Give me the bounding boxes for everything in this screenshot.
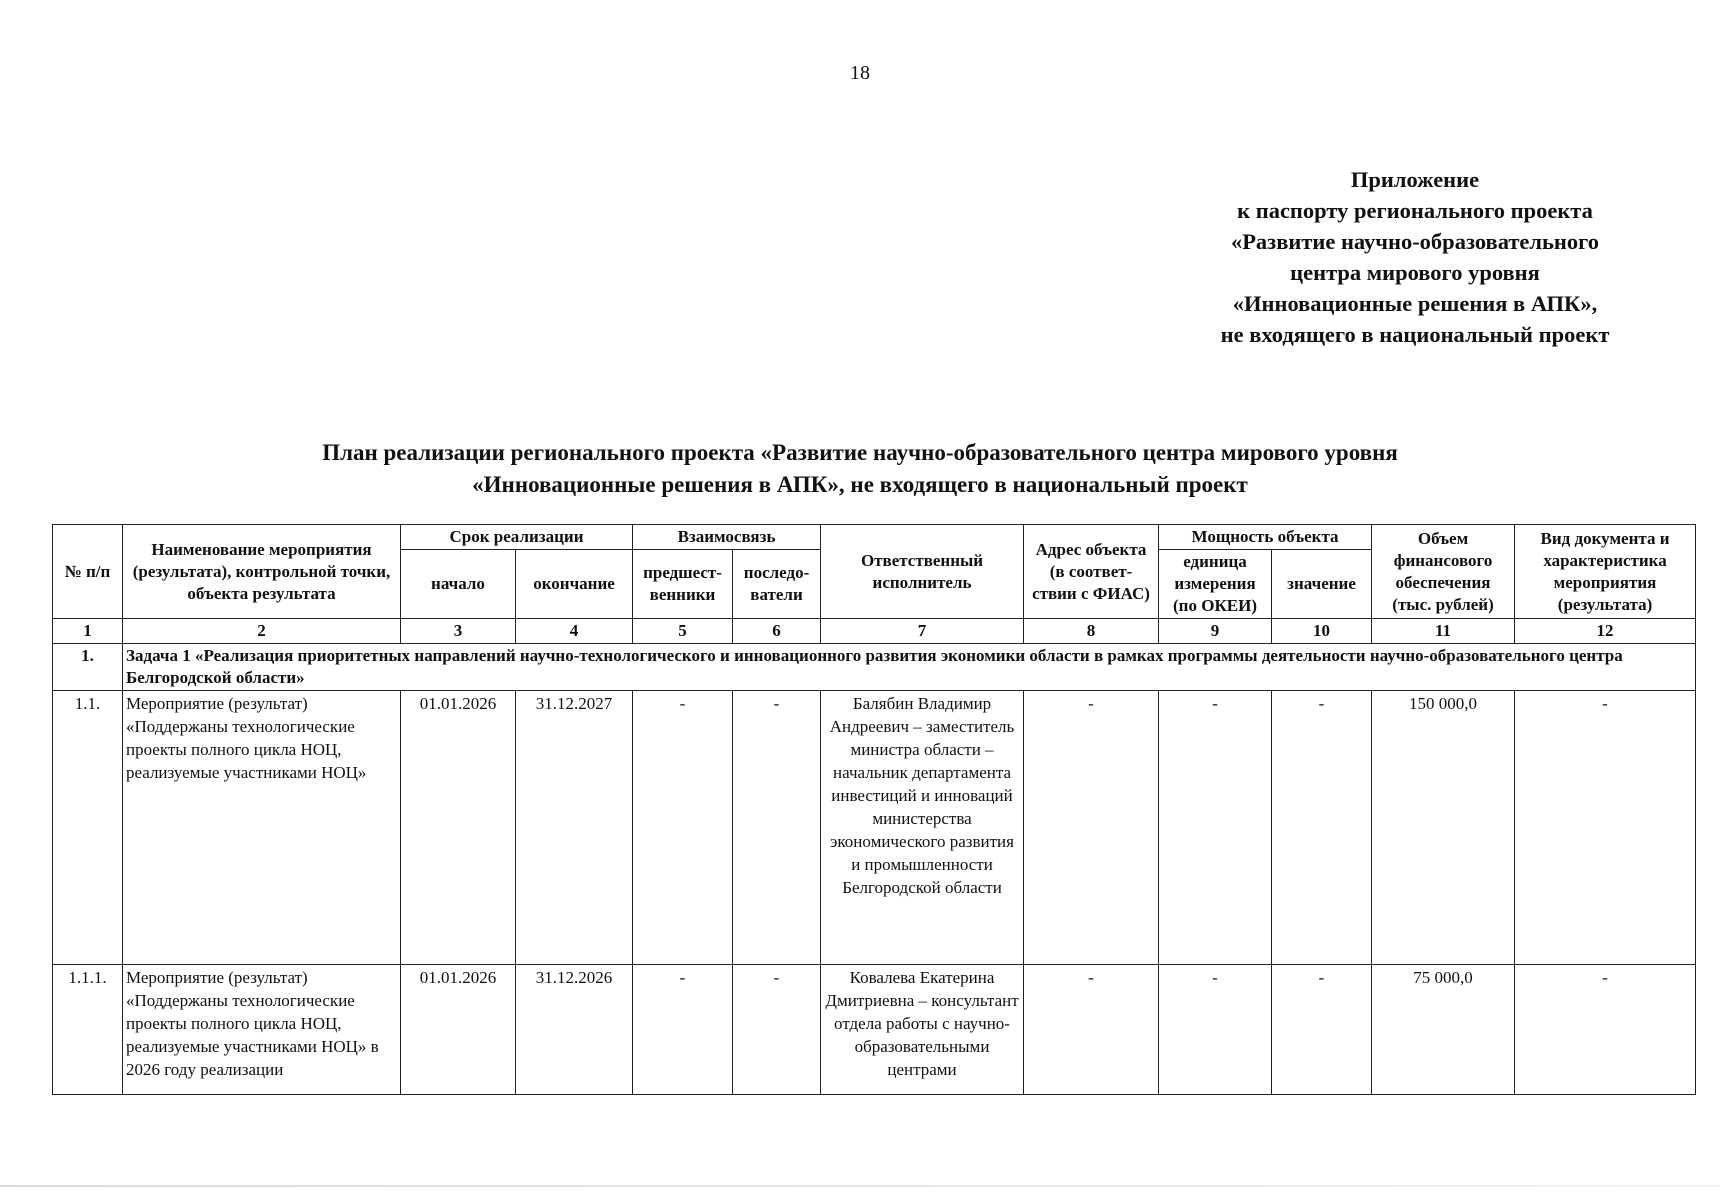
page-number: 18 bbox=[850, 62, 870, 84]
cell-value: - bbox=[1272, 691, 1372, 965]
header-finance: Объем финансового обеспечения (тыс. рублей) bbox=[1372, 525, 1515, 619]
column-number-row bbox=[53, 619, 1696, 644]
header-successors: последо- ватели bbox=[733, 550, 821, 619]
cell-responsible: Ковалева Екатерина Дмитриевна – консультант отдела работы с научно-образовательными центрами bbox=[821, 965, 1024, 1095]
cell-value: - bbox=[1272, 965, 1372, 1095]
cell-finance: 150 000,0 bbox=[1372, 691, 1515, 965]
cell-unit: - bbox=[1159, 691, 1272, 965]
column-number: 10 bbox=[1272, 619, 1372, 644]
cell-responsible: Балябин Владимир Андреевич – заместитель министра области – начальник департамента инвестиций и инноваций министерства экономического развития и промышленности Белгородской области bbox=[821, 691, 1024, 965]
column-number: 3 bbox=[401, 619, 516, 644]
table-row bbox=[53, 965, 1696, 1095]
header-link: Взаимосвязь bbox=[633, 525, 821, 550]
column-number: 5 bbox=[633, 619, 733, 644]
cell-unit: - bbox=[1159, 965, 1272, 1095]
plan-title bbox=[0, 437, 1720, 501]
appendix-line: Приложение bbox=[1350, 167, 1480, 192]
cell-end: 31.12.2027 bbox=[516, 691, 633, 965]
cell-num: 1.1.1. bbox=[53, 965, 123, 1095]
header-start: начало bbox=[401, 550, 516, 619]
cell-end: 31.12.2026 bbox=[516, 965, 633, 1095]
task-row bbox=[53, 644, 1696, 691]
cell-finance: 75 000,0 bbox=[1372, 965, 1515, 1095]
header-end: окончание bbox=[516, 550, 633, 619]
cell-address: - bbox=[1024, 965, 1159, 1095]
cell-start: 01.01.2026 bbox=[401, 965, 516, 1095]
header-document: Вид документа и характеристика мероприятия (результата) bbox=[1515, 525, 1696, 619]
column-number: 6 bbox=[733, 619, 821, 644]
scan-edge-line bbox=[0, 1185, 1720, 1187]
header-name: Наименование мероприятия (результата), контрольной точки, объекта результата bbox=[123, 525, 401, 619]
appendix-line: «Развитие научно-образовательного bbox=[1230, 229, 1600, 254]
header-num: № п/п bbox=[53, 525, 123, 619]
column-number: 8 bbox=[1024, 619, 1159, 644]
cell-predecessors: - bbox=[633, 965, 733, 1095]
column-number: 4 bbox=[516, 619, 633, 644]
appendix-line: центра мирового уровня bbox=[1290, 260, 1540, 285]
header-row bbox=[53, 525, 1696, 550]
column-number: 7 bbox=[821, 619, 1024, 644]
appendix-block bbox=[1165, 164, 1665, 350]
header-responsible: Ответственный исполнитель bbox=[821, 525, 1024, 619]
header-capacity: Мощность объекта bbox=[1159, 525, 1372, 550]
cell-name: Мероприятие (результат) «Поддержаны технологические проекты полного цикла НОЦ, реализуемые участниками НОЦ» в 2026 году реализации bbox=[123, 965, 401, 1095]
appendix-line: «Инновационные решения в АПК», bbox=[1232, 291, 1598, 316]
header-address: Адрес объекта (в соответ- ствии с ФИАС) bbox=[1024, 525, 1159, 619]
column-number: 1 bbox=[53, 619, 123, 644]
appendix-line: к паспорту регионального проекта bbox=[1237, 198, 1593, 223]
header-term: Срок реализации bbox=[401, 525, 633, 550]
table-row bbox=[53, 691, 1696, 965]
task-text: Задача 1 «Реализация приоритетных направлений научно-технологического и инновационного развития экономики области в рамках программы деятельности научно-образовательного центра Белгородской области» bbox=[123, 644, 1696, 691]
cell-document: - bbox=[1515, 965, 1696, 1095]
cell-successors: - bbox=[733, 965, 821, 1095]
column-number: 9 bbox=[1159, 619, 1272, 644]
task-number: 1. bbox=[53, 644, 123, 691]
plan-title-line: План реализации регионального проекта «Развитие научно-образовательного центра мирового уровня bbox=[322, 440, 1398, 465]
cell-predecessors: - bbox=[633, 691, 733, 965]
header-predecessors: предшест- венники bbox=[633, 550, 733, 619]
column-number: 11 bbox=[1372, 619, 1515, 644]
plan-title-line: «Инновационные решения в АПК», не входящего в национальный проект bbox=[472, 472, 1248, 497]
cell-successors: - bbox=[733, 691, 821, 965]
cell-name: Мероприятие (результат) «Поддержаны технологические проекты полного цикла НОЦ, реализуемые участниками НОЦ» bbox=[123, 691, 401, 965]
cell-address: - bbox=[1024, 691, 1159, 965]
column-number: 12 bbox=[1515, 619, 1696, 644]
cell-document: - bbox=[1515, 691, 1696, 965]
column-number: 2 bbox=[123, 619, 401, 644]
plan-table bbox=[52, 524, 1696, 1095]
appendix-line: не входящего в национальный проект bbox=[1220, 322, 1610, 347]
cell-num: 1.1. bbox=[53, 691, 123, 965]
header-value: значение bbox=[1272, 550, 1372, 619]
cell-start: 01.01.2026 bbox=[401, 691, 516, 965]
header-unit: единица измерения (по ОКЕИ) bbox=[1159, 550, 1272, 619]
